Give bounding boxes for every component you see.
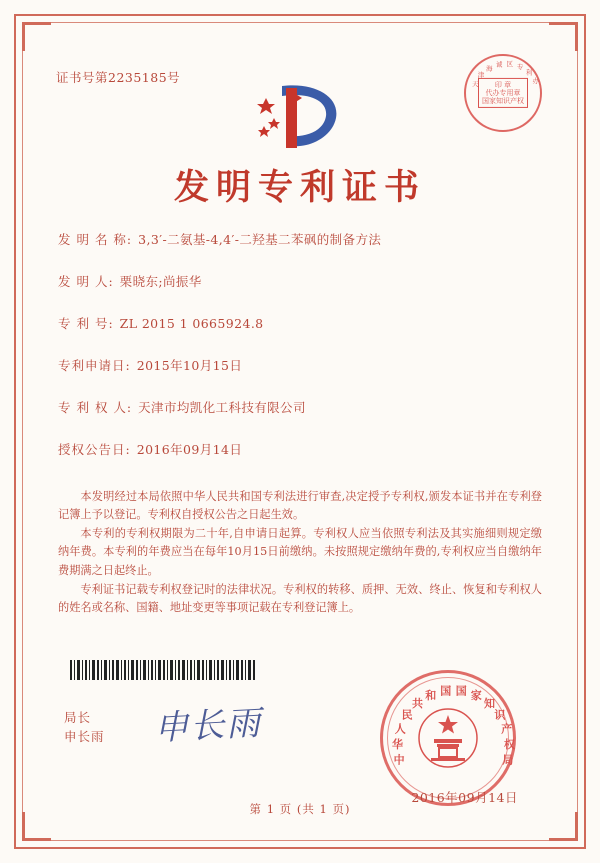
field-row-patent-number <box>58 314 542 332</box>
field-value: 栗晓东;尚振华 <box>119 274 202 289</box>
field-label: 发 明 人: <box>58 274 114 289</box>
signature-role-label: 局长 <box>64 710 92 725</box>
certificate-content <box>48 48 552 827</box>
page-footer: 第 1 页 (共 1 页) <box>249 802 351 816</box>
field-row-inventor <box>58 272 542 290</box>
legal-paragraph-3: 专利证书记载专利权登记时的法律状况。专利权的转移、质押、无效、终止、恢复和专利权人的姓名或名称、国籍、地址变更等事项记载在专利登记簿上。 <box>58 582 542 614</box>
field-row-grant-date <box>58 440 542 458</box>
signature-name-label: 申长雨 <box>64 729 105 745</box>
barcode <box>70 660 258 680</box>
field-value: 2016年09月14日 <box>136 442 243 457</box>
field-label: 发 明 名 称: <box>58 232 133 247</box>
corner-ornament-top-left <box>22 22 51 51</box>
field-value: 3,3′-二氨基-4,4′-二羟基二苯砜的制备方法 <box>138 232 382 247</box>
legal-text <box>58 488 542 618</box>
seal-date: 2016年09月14日 <box>411 790 518 805</box>
field-label: 授权公告日: <box>58 442 131 457</box>
field-row-application-date <box>58 356 542 374</box>
national-seal-arc-text: 中 华 人 民 共 和 国 国 家 知 识 产 权 局 <box>392 684 515 767</box>
corner-ornament-top-right <box>549 22 578 51</box>
certificate-number: 证书号第2235185号 <box>56 70 181 85</box>
field-value: 2015年10月15日 <box>136 358 243 373</box>
field-row-patentee <box>58 398 542 416</box>
seal-top-inner-text: 印 章 代办专用章 国家知识产权 <box>478 78 528 108</box>
legal-paragraph-2: 本专利的专利权期限为二十年,自申请日起算。专利权人应当依照专利法及其实施细则规定缴纳年费。本专利的年费应当在每年10月15日前缴纳。未按照规定缴纳年费的,专利权应当自缴纳年费期满之日起终止。 <box>58 527 542 577</box>
field-value: ZL 2015 1 0665924.8 <box>119 316 264 331</box>
sipo-logo-icon <box>252 78 348 154</box>
national-emblem-icon <box>417 707 479 769</box>
page-title: 发明专利证书 <box>173 167 426 208</box>
corner-ornament-bottom-right <box>549 812 578 841</box>
field-label: 专 利 号: <box>58 316 114 331</box>
national-seal <box>380 670 516 806</box>
legal-paragraph-1: 本发明经过本局依照中华人民共和国专利法进行审查,决定授予专利权,颁发本证书并在专利登记簿上予以登记。专利权自授权公告之日起生效。 <box>58 490 542 522</box>
field-label: 专 利 权 人: <box>58 400 133 415</box>
field-value: 天津市均凯化工科技有限公司 <box>138 400 306 415</box>
handwritten-signature: 申长雨 <box>153 703 264 749</box>
agency-seal-top-right <box>464 54 542 132</box>
field-list <box>58 230 542 482</box>
field-row-invention-name <box>58 230 542 248</box>
signature-block <box>64 708 105 747</box>
seal-top-arc-text: 天 津 海 诚 区 专 利 办 <box>471 60 539 89</box>
field-label: 专利申请日: <box>58 358 131 373</box>
corner-ornament-bottom-left <box>22 812 51 841</box>
